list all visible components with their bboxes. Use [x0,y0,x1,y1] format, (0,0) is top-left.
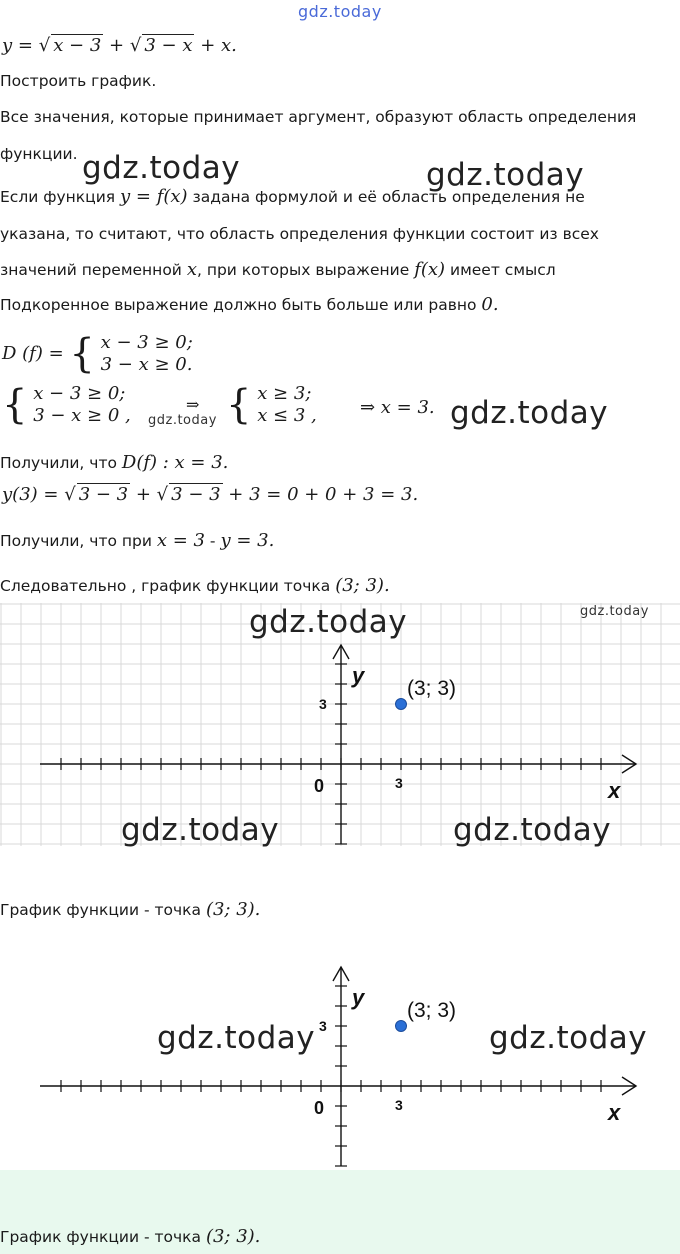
axes [40,967,636,1166]
paragraph-definition-2: указана, то считают, что область определения функции состоит из всех [0,225,599,243]
point-label: (3; 3) [407,677,457,700]
point-3-3 [396,1021,407,1032]
watermark-graph-2b: gdz.today [489,1020,648,1056]
point-3-3 [396,699,407,710]
origin-label: 0 [314,776,325,796]
watermark-graph-1c: gdz.today [453,812,612,848]
x-tick-label-3: 3 [395,775,403,791]
x-axis-label: x [608,778,621,803]
graph-caption-2: График функции - точка (3; 3). [0,1226,261,1247]
watermark-graph-2a: gdz.today [157,1020,316,1056]
result-domain: Получили, что D(f) : x = 3. [0,452,229,473]
paragraph-domain-2: функции. [0,145,78,163]
watermark-graph-corner: gdz.today [580,604,649,619]
watermark-3: gdz.today [450,395,609,431]
watermark-1: gdz.today [82,150,241,186]
watermark-graph-1a: gdz.today [249,604,408,640]
x-tick-label-3: 3 [395,1097,403,1113]
origin-label: 0 [314,1098,325,1118]
y-axis-label: y [352,663,365,688]
watermark-2: gdz.today [426,157,585,193]
task-text: Построить график. [0,72,157,90]
conclusion-text: Следовательно , график функции точка (3; 3). [0,575,390,596]
watermark-graph-1b: gdz.today [121,812,280,848]
y-axis-label: y [352,985,365,1010]
top-watermark: gdz.today [298,2,382,21]
point-label: (3; 3) [407,999,457,1022]
paragraph-definition-1: Если функция y = f(x) задана формулой и её область определения не [0,186,585,207]
result-value: Получили, что при x = 3 - y = 3. [0,530,275,551]
y-tick-label-3: 3 [319,1018,327,1034]
function-formula: y = √ x − 3 + √ 3 − x + x. [2,35,237,56]
y-tick-label-3: 3 [319,696,327,712]
graph-caption-1: График функции - точка (3; 3). [0,899,261,920]
paragraph-domain-1: Все значения, которые принимает аргумент, образуют область определения [0,108,637,126]
implies-result: ⇒ x = 3. [360,397,435,418]
paragraph-definition-3: значений переменной x, при которых выражение f(x) имеет смысл [0,259,556,280]
watermark-small-inline: gdz.today [148,413,217,428]
y-at-3: y(3) = √ 3 − 3 + √ 3 − 3 + 3 = 0 + 0 + 3 = 3. [2,484,419,505]
implies-arrow-1: ⇒ [186,395,200,414]
paragraph-root-condition: Подкоренное выражение должно быть больше или равно 0. [0,294,499,315]
domain-system: D (f) = { x − 3 ≥ 0; 3 − x ≥ 0. [2,331,193,377]
simplified-system: { x ≥ 3; x ≤ 3 , [226,382,317,428]
x-axis-label: x [608,1100,621,1125]
solution-system: { x − 3 ≥ 0; 3 − x ≥ 0 , [2,382,131,428]
